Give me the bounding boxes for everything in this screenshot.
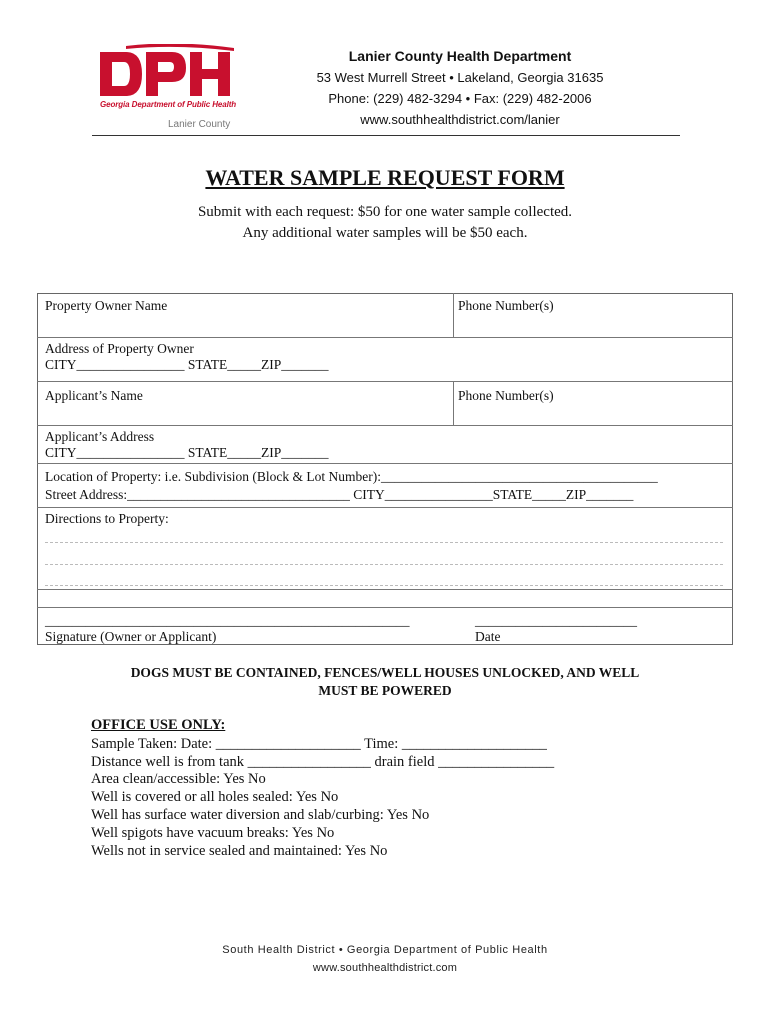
- row-divider: [37, 463, 733, 464]
- distance-well-line: Distance well is from tank _________________ drain field ________________: [91, 754, 555, 770]
- owner-address-field[interactable]: Address of Property Owner: [45, 341, 194, 356]
- property-owner-name-field[interactable]: Property Owner Name: [45, 298, 168, 313]
- footer-org: South Health District • Georgia Department of Public Health: [222, 944, 548, 956]
- org-phone-fax: Phone: (229) 482-3294 • Fax: (229) 482-2006: [328, 91, 592, 106]
- directions-line[interactable]: [45, 585, 723, 586]
- row-divider: [37, 607, 733, 608]
- logo-subtitle: Georgia Department of Public Health: [100, 100, 237, 109]
- applicant-city-state-zip-field[interactable]: CITY________________ STATE_____ZIP_______: [45, 445, 329, 460]
- footer-website[interactable]: www.southhealthdistrict.com: [312, 962, 458, 974]
- owner-city-state-zip-field[interactable]: CITY________________ STATE_____ZIP_______: [45, 357, 329, 372]
- row-divider: [37, 381, 733, 382]
- signature-label: Signature (Owner or Applicant): [45, 629, 217, 644]
- org-address: 53 West Murrell Street • Lakeland, Georgia 31635: [316, 70, 604, 85]
- date-label: Date: [475, 629, 501, 644]
- applicant-name-field[interactable]: Applicant’s Name: [45, 388, 143, 403]
- fee-note-2: Any additional water samples will be $50 each.: [242, 225, 528, 241]
- area-clean-line: Area clean/accessible: Yes No: [91, 771, 266, 787]
- row-divider: [37, 337, 733, 338]
- street-address-field[interactable]: Street Address:_________________________________ CITY________________STATE_____ZIP_______: [45, 487, 634, 502]
- directions-line[interactable]: [45, 564, 723, 565]
- property-location-field[interactable]: Location of Property: i.e. Subdivision (Block & Lot Number):_________________________________________: [45, 469, 658, 484]
- not-in-service-line: Wells not in service sealed and maintained: Yes No: [91, 843, 388, 859]
- org-website[interactable]: www.southhealthdistrict.com/lanier: [360, 112, 560, 127]
- row-divider: [37, 589, 733, 590]
- well-covered-line: Well is covered or all holes sealed: Yes No: [91, 789, 339, 805]
- warning-line-2: MUST BE POWERED: [318, 683, 452, 698]
- logo-county: Lanier County: [168, 119, 231, 130]
- directions-label: Directions to Property:: [45, 511, 169, 526]
- applicant-phone-field[interactable]: Phone Number(s): [458, 388, 554, 403]
- owner-phone-field[interactable]: Phone Number(s): [458, 298, 554, 313]
- column-divider: [453, 381, 454, 425]
- row-divider: [37, 507, 733, 508]
- directions-line[interactable]: [45, 542, 723, 543]
- column-divider: [453, 293, 454, 337]
- office-use-heading: OFFICE USE ONLY:: [91, 717, 226, 733]
- vacuum-breaks-line: Well spigots have vacuum breaks: Yes No: [91, 825, 335, 841]
- dph-logo: [96, 44, 238, 134]
- form-title: WATER SAMPLE REQUEST FORM: [205, 165, 565, 190]
- applicant-address-field[interactable]: Applicant’s Address: [45, 429, 155, 444]
- org-name: Lanier County Health Department: [348, 48, 572, 64]
- sample-taken-line: Sample Taken: Date: ____________________ Time: ____________________: [91, 736, 547, 752]
- date-line[interactable]: ________________________: [475, 613, 637, 628]
- fee-note-1: Submit with each request: $50 for one water sample collected.: [197, 204, 573, 220]
- warning-line-1: DOGS MUST BE CONTAINED, FENCES/WELL HOUSES UNLOCKED, AND WELL: [130, 665, 640, 680]
- surface-water-line: Well has surface water diversion and slab/curbing: Yes No: [91, 807, 430, 823]
- signature-line[interactable]: ______________________________________________________: [45, 613, 410, 628]
- header-divider: [92, 135, 680, 136]
- row-divider: [37, 425, 733, 426]
